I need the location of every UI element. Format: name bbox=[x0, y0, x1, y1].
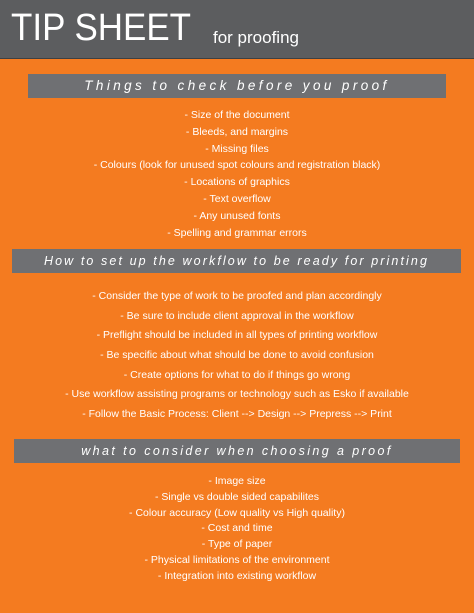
list-item: - Locations of graphics bbox=[184, 176, 290, 189]
list-item: - Any unused fonts bbox=[193, 209, 281, 222]
list-item: - Single vs double sided capabilites bbox=[154, 490, 320, 503]
list-item: - Follow the Basic Process: Client --> Design --> Prepress --> Print bbox=[82, 408, 392, 421]
list-item: - Image size bbox=[208, 475, 266, 487]
section-heading-workflow: How to set up the workflow to be ready for printing bbox=[12, 249, 461, 273]
checklist-before-proof bbox=[0, 107, 474, 241]
list-item: - Be specific about what should be done to avoid confusion bbox=[100, 349, 374, 362]
list-item: - Create options for what to do if things go wrong bbox=[123, 368, 351, 381]
list-item: - Use workflow assisting programs or technology such as Esko if available bbox=[65, 388, 409, 401]
list-item: - Integration into existing workflow bbox=[157, 569, 317, 582]
list-item: - Size of the document bbox=[184, 109, 290, 121]
list-item: - Missing files bbox=[205, 142, 269, 155]
page-subtitle: for proofing bbox=[213, 28, 299, 47]
list-item: - Physical limitations of the environment bbox=[144, 553, 330, 566]
list-item: - Cost and time bbox=[201, 522, 273, 535]
page-title: TIP SHEET bbox=[11, 7, 192, 49]
header-banner bbox=[0, 0, 474, 59]
list-item: - Colours (look for unused spot colours and registration black) bbox=[93, 159, 381, 172]
choosing-proof-list bbox=[0, 474, 474, 585]
list-item: - Consider the type of work to be proofed and plan accordingly bbox=[92, 290, 382, 302]
list-item: - Colour accuracy (Low quality vs High quality) bbox=[129, 506, 345, 519]
list-item: - Type of paper bbox=[201, 538, 273, 551]
list-item: - Spelling and grammar errors bbox=[167, 226, 307, 239]
list-item: - Preflight should be included in all types of printing workflow bbox=[96, 329, 378, 342]
section-heading-choosing: what to consider when choosing a proof bbox=[14, 439, 460, 463]
section-heading-check: Things to check before you proof bbox=[28, 74, 446, 98]
workflow-setup-list bbox=[0, 287, 474, 425]
list-item: - Be sure to include client approval in the workflow bbox=[120, 309, 354, 322]
list-item: - Bleeds, and margins bbox=[185, 125, 289, 138]
list-item: - Text overflow bbox=[203, 192, 271, 205]
